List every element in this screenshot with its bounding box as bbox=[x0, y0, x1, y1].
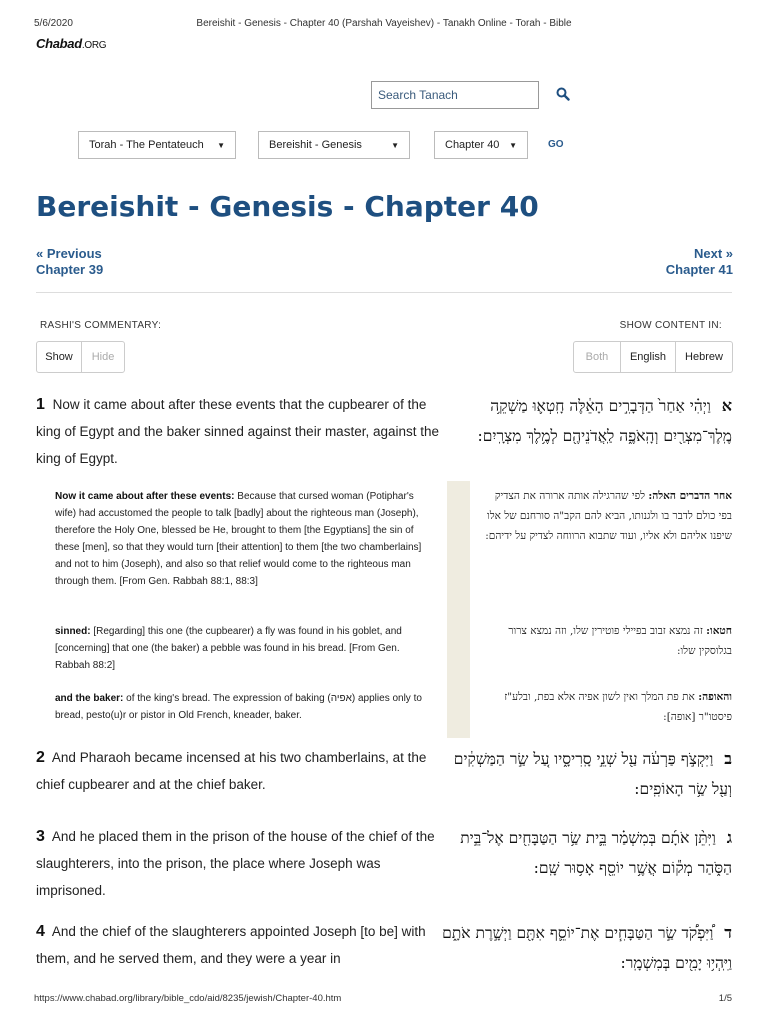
chevron-down-icon: ▼ bbox=[509, 140, 517, 150]
search-input[interactable] bbox=[371, 81, 539, 109]
rashi-heading: Now it came about after these events: bbox=[55, 491, 235, 502]
rashi-hebrew-3 bbox=[482, 687, 732, 727]
print-page-number: 1/5 bbox=[718, 993, 732, 1004]
verse-text: And Pharaoh became incensed at his two chamberlains, at the chief cupbearer and at the chief baker. bbox=[36, 750, 427, 792]
verse-text-hebrew: וַיִּתֵּ֨ן אֹתָ֜ם בְּמִשְׁמַ֗ר בֵּ֛ית שַׂ֥ר הַטַּבָּחִ֖ים אֶל־בֵּ֣ית הַסֹּ֑הַר מְק֕וֹם אֲשֶׁ֥ר יוֹסֵ֖ף אָס֥וּר שָֽׁם: bbox=[460, 829, 732, 877]
show-content-label: SHOW CONTENT IN: bbox=[619, 320, 722, 331]
verse-number-hebrew: ג bbox=[726, 828, 732, 847]
print-page-title: Bereishit - Genesis - Chapter 40 (Parshah Vayeishev) - Tanakh Online - Torah - Bible bbox=[196, 18, 572, 29]
verse-english-3 bbox=[36, 823, 441, 904]
verse-text: And he placed them in the prison of the house of the chief of the slaughterers, into the prison, the place where Joseph was imprisoned. bbox=[36, 829, 435, 898]
rashi-english-2 bbox=[55, 623, 425, 674]
rashi-show-button[interactable]: Show bbox=[45, 351, 73, 363]
book-set-select[interactable] bbox=[78, 131, 236, 159]
rashi-text-hebrew: את פת המלך ואין לשון אפיה אלא בפת, ובלע"ז פיסטו"ר [אופה]: bbox=[504, 691, 732, 723]
verse-number: 4 bbox=[36, 923, 45, 940]
rashi-text: of the king's bread. The expression of baking (אפיה) applies only to bread, pesto(u)r or pistor in Old French, kneader, baker. bbox=[55, 693, 422, 721]
verse-english-1 bbox=[36, 391, 441, 472]
verse-english-4 bbox=[36, 918, 441, 972]
chabad-logo[interactable] bbox=[36, 36, 106, 51]
chapter-select-value: Chapter 40 bbox=[445, 139, 500, 151]
chevron-down-icon: ▼ bbox=[391, 140, 399, 150]
chevron-down-icon: ▼ bbox=[217, 140, 225, 150]
search-icon[interactable] bbox=[556, 87, 570, 101]
verse-number: 3 bbox=[36, 828, 45, 845]
book-select-value: Bereishit - Genesis bbox=[269, 139, 362, 151]
logo-suffix: .ORG bbox=[81, 40, 107, 51]
rashi-toggle-group bbox=[36, 341, 125, 373]
verse-english-2 bbox=[36, 744, 441, 798]
rashi-heading-hebrew: והאופה: bbox=[698, 691, 732, 703]
verse-number-hebrew: ד bbox=[724, 923, 732, 942]
rashi-hide-button[interactable]: Hide bbox=[81, 342, 124, 372]
rashi-heading-hebrew: אחר הדברים האלה: bbox=[648, 490, 732, 502]
verse-number: 2 bbox=[36, 749, 45, 766]
verse-number-hebrew: א bbox=[721, 396, 732, 415]
content-hebrew-button[interactable]: Hebrew bbox=[675, 342, 732, 372]
rashi-heading-hebrew: חטאו: bbox=[706, 625, 732, 637]
verse-hebrew-3 bbox=[442, 823, 732, 883]
print-date: 5/6/2020 bbox=[34, 18, 73, 29]
next-chapter-link[interactable] bbox=[666, 246, 733, 278]
verse-number-hebrew: ב bbox=[724, 749, 732, 768]
book-select[interactable] bbox=[258, 131, 410, 159]
next-label: Next » bbox=[693, 246, 733, 261]
rashi-english-1 bbox=[55, 488, 425, 590]
rashi-english-3 bbox=[55, 690, 425, 724]
rashi-hebrew-1 bbox=[482, 486, 732, 546]
logo-main: Chabad bbox=[36, 36, 82, 51]
rashi-text: Because that cursed woman (Potiphar's wife) had accustomed the people to talk [badly] about the righteous man (Joseph), therefore the Holy One, blessed be He, brought to them [the Egyptians] the sin of these [men], so that they would turn [their attention] to them [the two chamberlains] and not to him (Joseph), and also so that relief would come to the righteous man through them. [From Gen. Rabbah 88:1, 88:3] bbox=[55, 491, 422, 587]
rashi-text-hebrew: לפי שהרגילה אותה ארורה את הצדיק בפי כולם לדבר בו ולגנותו, הביא להם הקב"ה סורחנם של אלו שיפנו אליהם ולא אליו, ועוד שתבוא הרווחה לצדיק על ידיהם: bbox=[485, 490, 732, 542]
rashi-text: [Regarding] this one (the cupbearer) a fly was found in his goblet, and [concerning] that one (the baker) a pebble was found in his bread. [From Gen. Rabbah 88:2] bbox=[55, 626, 402, 671]
content-english-button[interactable]: English bbox=[620, 342, 675, 372]
go-button[interactable]: GO bbox=[548, 139, 564, 150]
page-title: Bereishit - Genesis - Chapter 40 bbox=[36, 190, 539, 223]
print-footer-url: https://www.chabad.org/library/bible_cdo/aid/8235/jewish/Chapter-40.htm bbox=[34, 993, 342, 1004]
divider bbox=[36, 292, 732, 293]
next-chapter-label: Chapter 41 bbox=[665, 262, 733, 277]
rashi-commentary-label: RASHI'S COMMENTARY: bbox=[40, 320, 162, 331]
verse-text-hebrew: וַיִּקְצֹ֣ף פַּרְעֹ֔ה עַ֖ל שְׁנֵ֣י סָֽרִיסָ֑יו עַ֚ל שַׂ֣ר הַמַּשְׁקִ֔ים וְעַ֖ל שַׂ֥ר הָאוֹפִֽים: bbox=[453, 750, 732, 798]
content-both-button[interactable]: Both bbox=[585, 351, 609, 363]
verse-text: And the chief of the slaughterers appointed Joseph [to be] with them, and he served them, and they were a year in bbox=[36, 924, 426, 966]
verse-number: 1 bbox=[36, 396, 45, 413]
verse-hebrew-4 bbox=[442, 918, 732, 978]
rashi-heading: sinned: bbox=[55, 626, 91, 637]
verse-text-hebrew: וַיְהִ֗י אַחַר֙ הַדְּבָרִ֣ים הָאֵ֔לֶּה חָֽטְא֛וּ מַשְׁקֵ֥ה מֶֽלֶךְ־מִצְרַ֖יִם וְהָֽאֹפֶ֑ה לַֽאֲדֹנֵיהֶ֖ם לְמֶ֥לֶךְ מִצְרָֽיִם: bbox=[477, 397, 732, 445]
book-set-select-value: Torah - The Pentateuch bbox=[89, 139, 204, 151]
verse-text: Now it came about after these events that the cupbearer of the king of Egypt and the baker sinned against their master, against the king of Egypt. bbox=[36, 397, 440, 466]
previous-label: « Previous bbox=[36, 246, 102, 261]
chapter-select[interactable] bbox=[434, 131, 528, 159]
rashi-heading: and the baker: bbox=[55, 693, 124, 704]
verse-text-hebrew: וַ֠יִּפְקֹ֠ד שַׂ֣ר הַטַּבָּחִ֧ים אֶת־יוֹסֵ֛ף אִתָּ֖ם וַיְשָׁ֣רֶת אֹתָ֑ם וַיִּֽהְי֥וּ יָמִ֖ים בְּמִשְׁמָֽר: bbox=[442, 924, 732, 972]
verse-hebrew-1 bbox=[442, 391, 732, 451]
rashi-hebrew-2 bbox=[482, 621, 732, 661]
rashi-divider-bar bbox=[447, 481, 470, 738]
previous-chapter-label: Chapter 39 bbox=[36, 262, 104, 277]
previous-chapter-link[interactable] bbox=[36, 246, 103, 278]
content-language-group bbox=[573, 341, 733, 373]
rashi-text-hebrew: זה נמצא זבוב בפיילי פוטירין שלו, וזה נמצא צרור בגלוסקין שלו: bbox=[508, 625, 732, 657]
verse-hebrew-2 bbox=[442, 744, 732, 804]
